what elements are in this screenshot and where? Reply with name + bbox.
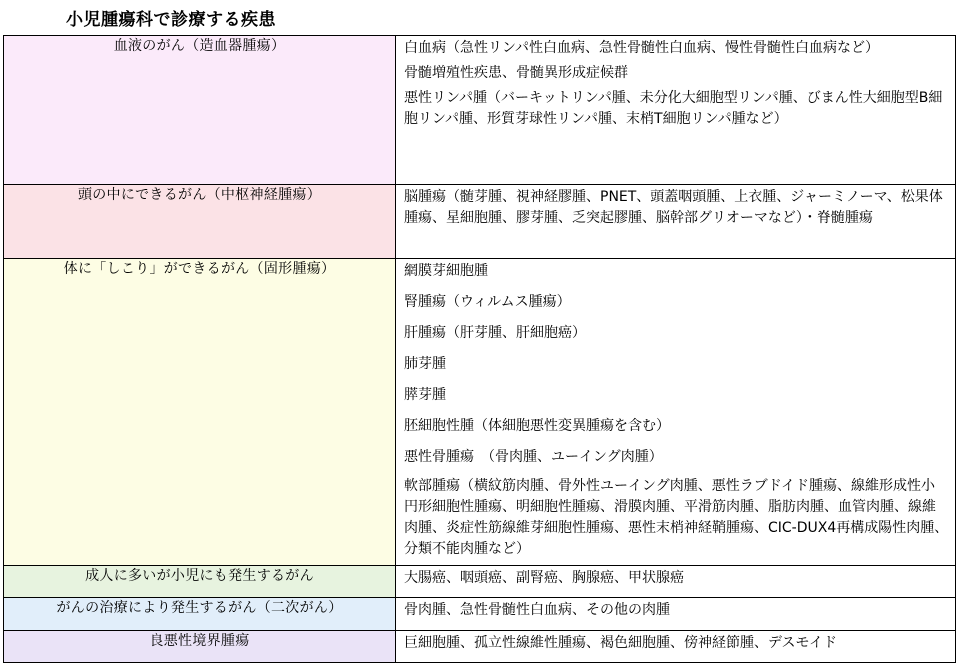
table-row-blood-cancer	[4, 36, 956, 185]
disease-table	[3, 35, 956, 663]
category-cell: 良悪性境界腫瘍	[4, 631, 396, 663]
table-row-secondary-cancer	[4, 598, 956, 631]
list-item: 悪性リンパ腫（バーキットリンパ腫、未分化大細胞型リンパ腫、びまん性大細胞型B細胞リンパ腫、形質芽球性リンパ腫、末梢T細胞リンパ腫など）	[404, 90, 943, 127]
page-title: 小児腫瘍科で診療する疾患	[66, 10, 276, 30]
detail-cell	[396, 36, 956, 185]
list-item: 軟部腫瘍（横紋筋肉腫、骨外性ユーイング肉腫、悪性ラブドイド腫瘍、線維形成性小円形細胞性腫瘍、明細胞性腫瘍、滑膜肉腫、平滑筋肉腫、脂肪肉腫、血管肉腫、線維肉腫、炎症性筋線維芽細胞性腫瘍、悪性末梢神経鞘腫瘍、CIC-DUX4再構成陽性肉腫、分類不能肉腫など）	[404, 478, 949, 557]
category-cell: 頭の中にできるがん（中枢神経腫瘍）	[4, 185, 396, 259]
table-row-borderline-tumor	[4, 631, 956, 663]
list-item: 網膜芽細胞腫	[404, 263, 488, 279]
list-item: 巨細胞腫、孤立性線維性腫瘍、褐色細胞腫、傍神経節腫、デスモイド	[404, 635, 838, 651]
detail-cell	[396, 631, 956, 663]
category-cell: 成人に多いが小児にも発生するがん	[4, 566, 396, 598]
table-row-cns-tumor	[4, 185, 956, 259]
list-item: 肝腫瘍（肝芽腫、肝細胞癌）	[404, 325, 586, 341]
list-item: 悪性骨腫瘍 （骨肉腫、ユーイング肉腫）	[404, 449, 663, 465]
table-row-solid-tumor	[4, 259, 956, 566]
detail-cell	[396, 259, 956, 566]
table-row-adult-cancer	[4, 566, 956, 598]
detail-cell	[396, 566, 956, 598]
list-item: 脳腫瘍（髄芽腫、視神経膠腫、PNET、頭蓋咽頭腫、上衣腫、ジャーミノーマ、松果体腫瘍、星細胞腫、膠芽腫、乏突起膠腫、脳幹部グリオーマなど）・脊髄腫瘍	[404, 189, 943, 226]
list-item: 骨髄増殖性疾患、骨髄異形成症候群	[404, 65, 628, 81]
list-item: 骨肉腫、急性骨髄性白血病、その他の肉腫	[404, 602, 670, 618]
category-cell: 体に「しこり」ができるがん（固形腫瘍）	[4, 259, 396, 566]
list-item: 大腸癌、咽頭癌、副腎癌、胸腺癌、甲状腺癌	[404, 570, 684, 586]
detail-cell	[396, 185, 956, 259]
list-item: 肺芽腫	[404, 356, 446, 372]
list-item: 胚細胞性腫（体細胞悪性変異腫瘍を含む）	[404, 418, 670, 434]
category-cell: がんの治療により発生するがん（二次がん）	[4, 598, 396, 631]
detail-cell	[396, 598, 956, 631]
category-cell: 血液のがん（造血器腫瘍）	[4, 36, 396, 185]
list-item: 白血病（急性リンパ性白血病、急性骨髄性白血病、慢性骨髄性白血病など）	[404, 40, 880, 56]
list-item: 腎腫瘍（ウィルムス腫瘍）	[404, 294, 571, 310]
list-item: 膵芽腫	[404, 387, 446, 403]
